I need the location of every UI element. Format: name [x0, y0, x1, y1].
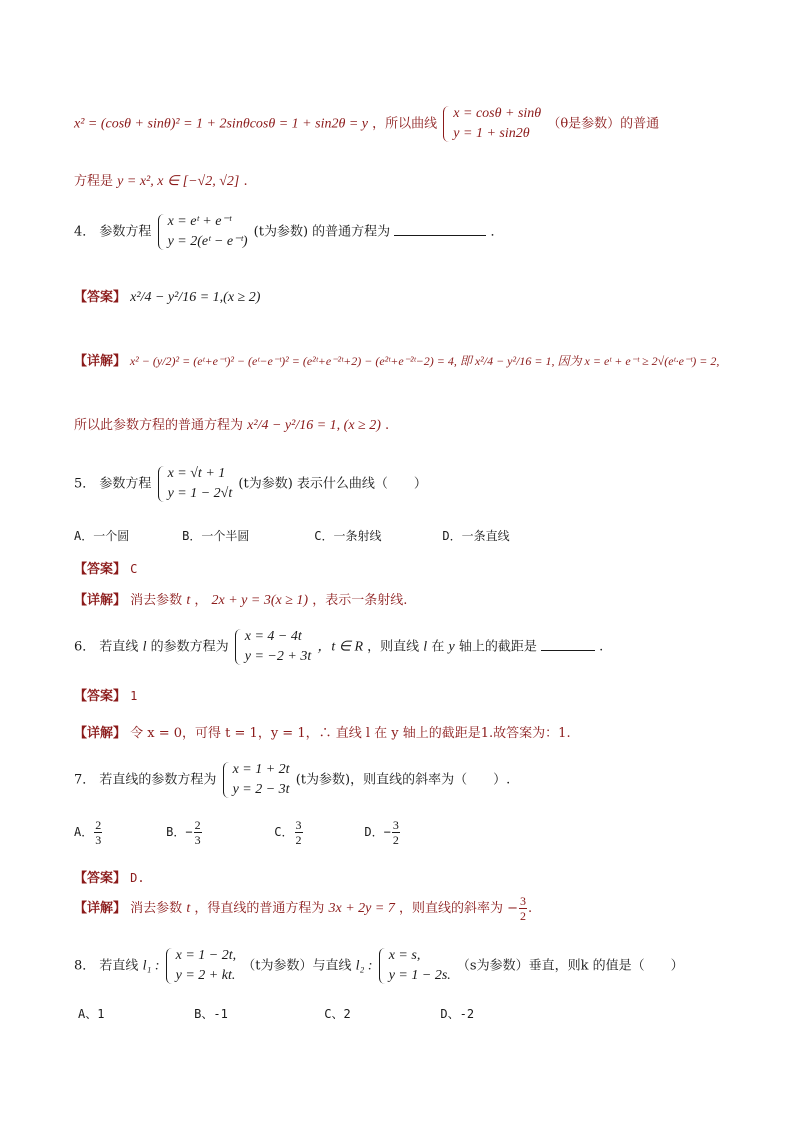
q7-option-d-num: 3	[392, 818, 399, 832]
q8-line2-system	[379, 946, 451, 986]
q8-sys1-eq-y: y = 2 + kt.	[175, 968, 236, 983]
q5-detail-b: ，	[194, 593, 208, 608]
q7-option-a[interactable]	[74, 818, 162, 847]
q5-option-b[interactable]: B．一个半圆	[182, 529, 250, 543]
q7-option-b-frac	[194, 818, 202, 847]
q7-number: 7．	[74, 772, 96, 788]
q7-detail-num: 3	[520, 894, 527, 908]
q6-detail-line	[74, 722, 734, 741]
q4-detail2-pre: 所以此参数方程的普通方程为	[74, 418, 244, 433]
q6-pre-b: 的参数方程为	[150, 639, 229, 655]
q8-options	[78, 1005, 734, 1022]
q4-pre: 参数方程	[99, 224, 152, 240]
q4-detail: x² − (y/2)² = (eᵗ+e⁻ᵗ)² − (eᵗ−e⁻ᵗ)² = (e²ᵗ+e⁻²ᵗ+2) − (e²ᵗ+e⁻²ᵗ−2) = 4, 即 x²/4 − y²/16 = 1, 因为 x = eᵗ + e⁻ᵗ ≥ 2√(eᵗ·e⁻ᵗ) = 2,	[129, 354, 720, 368]
q4-sys-eq-y: y = 2(eᵗ − e⁻ᵗ)	[167, 234, 248, 249]
q6-number: 6．	[74, 639, 96, 655]
q7-detail-a: 消去参数	[130, 901, 183, 916]
q8-sys2-eq-x: x = s,	[388, 948, 421, 963]
q6-sys-eq-y: y = −2 + 3t	[244, 649, 312, 664]
q7-question	[74, 760, 734, 800]
q5-answer-line	[74, 558, 734, 577]
q4-detail-line1	[74, 350, 734, 369]
q4-detail2-end: .	[385, 418, 390, 433]
q7-option-b-sign: −	[185, 825, 193, 839]
q5-detail-a: 消去参数	[130, 593, 183, 608]
q7-detail-b: ，得直线的普通方程为	[194, 901, 325, 916]
q4-answer: x²/4 − y²/16 = 1,(x ≥ 2)	[130, 290, 261, 305]
q7-option-c-den: 2	[295, 833, 302, 847]
q7-answer-line	[74, 867, 734, 886]
q3-param-system	[443, 104, 541, 144]
q7-answer: D.	[130, 871, 145, 885]
q4-answer-tag: 【答案】	[74, 290, 127, 305]
q6-pre-a: 若直线	[99, 639, 139, 655]
q8-number: 8．	[74, 958, 96, 974]
q6-answer: 1	[130, 689, 138, 703]
q5-number: 5．	[74, 476, 96, 492]
q7-detail-expr: 3x + 2y = 7	[328, 901, 395, 916]
q8-mid2: （s为参数）垂直，则k 的值是（ ）	[456, 958, 684, 974]
q6-mid-b: 在	[431, 639, 445, 655]
q6-question	[74, 627, 734, 667]
q6-y: y	[448, 639, 455, 655]
q7-detail-tag: 【详解】	[74, 901, 127, 916]
q5-detail-expr: 2x + y = 3(x ≥ 1)	[211, 593, 309, 608]
q7-option-b-num: 2	[194, 818, 201, 832]
q7-option-a-num: 2	[95, 818, 102, 832]
q4-answer-blank	[394, 235, 486, 236]
q3-identity: x² = (cosθ + sinθ)² = 1 + 2sinθcosθ = 1 + sin2θ = y	[74, 116, 368, 132]
q4-end: ．	[490, 224, 504, 240]
q4-answer-line	[74, 286, 734, 306]
q8-pre: 若直线	[99, 958, 139, 974]
q7-answer-tag: 【答案】	[74, 871, 127, 886]
q7-detail-t: t	[186, 901, 191, 916]
q8-option-d[interactable]: D、-2	[440, 1007, 475, 1021]
q4-mid: (t为参数) 的普通方程为	[253, 224, 391, 240]
q5-option-d[interactable]: D．一条直线	[442, 529, 510, 543]
q6-param-system	[235, 627, 311, 667]
q4-detail-line2	[74, 414, 734, 434]
q3-sys-eq-y: y = 1 + sin2θ	[453, 126, 530, 141]
q8-option-a[interactable]: A、1	[78, 1007, 105, 1021]
q4-detail2-expr: x²/4 − y²/16 = 1, (x ≥ 2)	[247, 418, 381, 433]
q3-line2-end: .	[243, 174, 248, 189]
q8-option-b[interactable]: B、-1	[194, 1007, 228, 1021]
q5-question	[74, 464, 734, 504]
q3-text-lead: ，所以曲线	[372, 116, 438, 132]
q7-option-b-den: 3	[194, 833, 201, 847]
q5-detail-tag: 【详解】	[74, 593, 127, 608]
q3-tail-line1	[74, 104, 734, 144]
q7-option-c[interactable]	[274, 818, 360, 847]
q6-domain: ，t ∈ R	[317, 639, 363, 655]
q7-option-c-num: 3	[295, 818, 302, 832]
q7-option-d[interactable]	[364, 818, 400, 847]
q7-detail-c: ，则直线的斜率为	[398, 901, 503, 916]
q6-l-2: l	[423, 639, 428, 655]
q7-mid: (t为参数)，则直线的斜率为（ ）.	[295, 772, 511, 788]
q3-line2-pre: 方程是	[74, 174, 114, 189]
q5-sys-eq-y: y = 1 − 2√t	[167, 486, 233, 501]
q7-pre: 若直线的参数方程为	[99, 772, 217, 788]
q5-answer-tag: 【答案】	[74, 562, 127, 577]
q3-line2-expr: y = x², x ∈ [−√2, √2]	[117, 174, 240, 189]
q6-detail: 令 x = 0，可得 t = 1，y = 1，∴ 直线 l 在 y 轴上的截距是1.故答案为：1.	[130, 726, 571, 741]
q5-detail-line	[74, 589, 734, 609]
q8-sys2-eq-y: y = 1 − 2s.	[388, 968, 451, 983]
q7-option-a-label: A．	[74, 825, 94, 839]
q8-l1: l₁ :	[142, 958, 160, 974]
q6-sys-eq-x: x = 4 − 4t	[244, 629, 302, 644]
q6-end: .	[599, 639, 604, 655]
q7-option-d-label: D．	[364, 825, 384, 839]
q7-sys-eq-x: x = 1 + 2t	[232, 762, 290, 777]
q7-option-d-den: 2	[392, 833, 399, 847]
q5-option-c[interactable]: C．一条射线	[314, 529, 382, 543]
q7-detail-sign: −	[507, 901, 519, 916]
q7-option-b[interactable]	[166, 818, 270, 847]
q7-option-a-frac	[94, 818, 102, 847]
q8-question	[74, 946, 734, 986]
q7-detail-line	[74, 894, 734, 923]
q6-answer-line	[74, 685, 734, 704]
q8-option-c[interactable]: C、2	[324, 1007, 351, 1021]
q7-option-a-den: 3	[95, 833, 102, 847]
q7-option-c-frac	[295, 818, 303, 847]
q8-sys1-eq-x: x = 1 − 2t,	[175, 948, 237, 963]
q5-answer: C	[130, 562, 138, 576]
q7-detail-end: .	[528, 901, 533, 916]
q8-l2: l₂ :	[355, 958, 373, 974]
q3-tail-line2	[74, 170, 734, 190]
q7-option-b-label: B．	[166, 825, 186, 839]
q5-param-system	[158, 464, 233, 504]
q7-detail-frac	[519, 894, 527, 923]
q7-option-d-frac	[392, 818, 400, 847]
q7-option-d-sign: −	[383, 825, 391, 839]
q5-detail-c: ，表示一条射线.	[312, 593, 408, 608]
q4-param-system	[158, 212, 248, 252]
q4-detail-tag: 【详解】	[74, 354, 127, 369]
q4-sys-eq-x: x = eᵗ + e⁻ᵗ	[167, 214, 232, 229]
q6-mid-a: ，则直线	[367, 639, 420, 655]
q5-sys-eq-x: x = √t + 1	[167, 466, 226, 481]
q5-option-a[interactable]: A．一个圆	[74, 529, 130, 543]
q4-number: 4．	[74, 224, 96, 240]
q5-detail-t: t	[186, 593, 191, 608]
q5-options	[74, 527, 734, 544]
q8-line1-system	[166, 946, 237, 986]
q5-mid: (t为参数) 表示什么曲线（ ）	[238, 476, 427, 492]
q7-detail-den: 2	[520, 909, 527, 923]
q7-options	[74, 818, 734, 847]
q6-answer-tag: 【答案】	[74, 689, 127, 704]
q5-pre: 参数方程	[99, 476, 152, 492]
q4-question	[74, 212, 734, 252]
q8-mid1: （t为参数）与直线	[242, 958, 352, 974]
q7-param-system	[223, 760, 290, 800]
q6-detail-tag: 【详解】	[74, 726, 127, 741]
q6-mid-c: 轴上的截距是	[458, 639, 537, 655]
q7-sys-eq-y: y = 2 − 3t	[232, 782, 290, 797]
q3-sys-eq-x: x = cosθ + sinθ	[453, 106, 542, 121]
q6-l: l	[142, 639, 147, 655]
q3-param-note: （θ是参数）的普通	[547, 116, 660, 132]
q7-option-c-label: C．	[274, 825, 294, 839]
q6-answer-blank	[541, 650, 595, 651]
